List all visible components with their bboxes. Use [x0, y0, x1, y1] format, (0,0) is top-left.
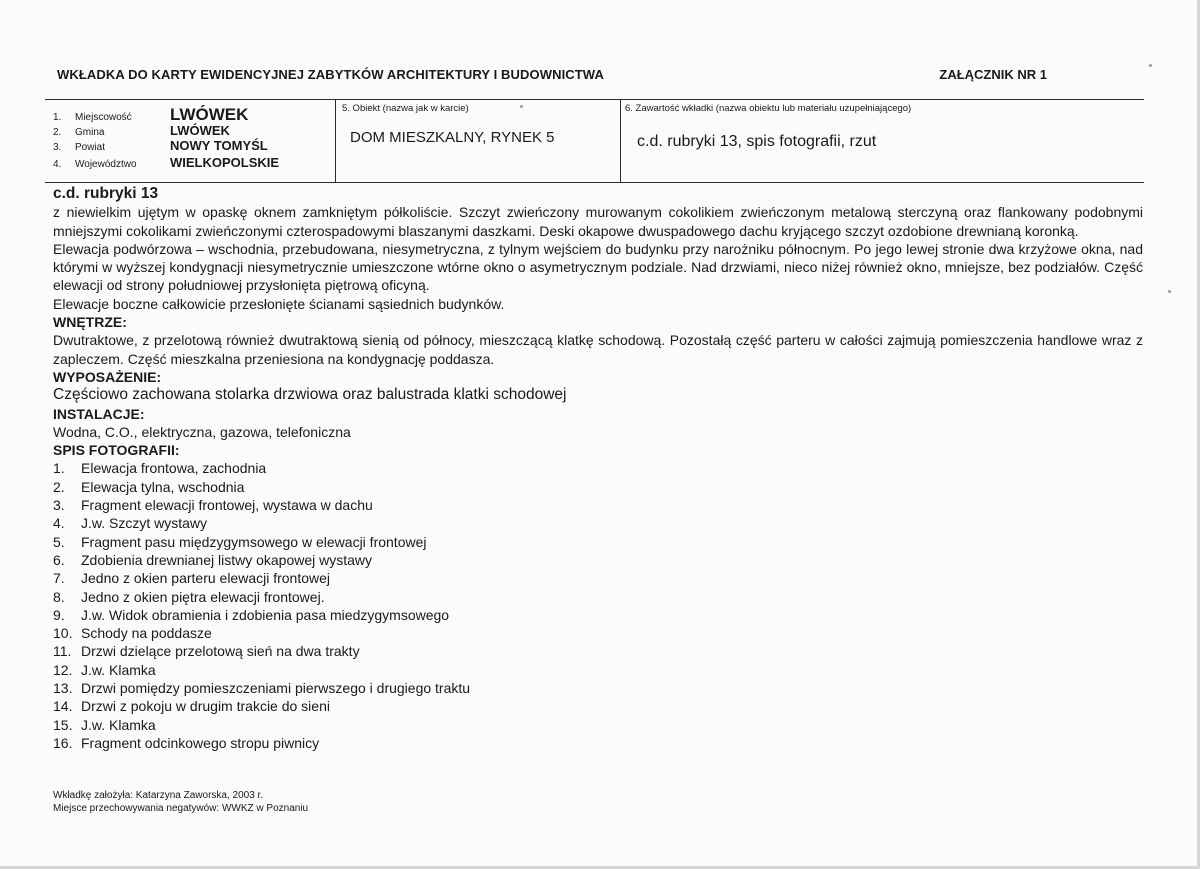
item-text: J.w. Szczyt wystawy [81, 515, 208, 532]
item-text: Schody na poddasze [81, 625, 212, 642]
contents-heading: 6. Zawartość wkładki (nazwa obiektu lub materiału uzupełniającego) [625, 103, 912, 114]
location-row-voivodeship [53, 155, 279, 170]
row-label: Gmina [75, 127, 105, 138]
item-number: 4. [53, 515, 65, 532]
scan-speck [1168, 290, 1171, 293]
item-text: Drzwi pomiędzy pomieszczeniami pierwszego i drugiego traktu [81, 680, 471, 697]
equipment-text: Częściowo zachowana stolarka drzwiowa oraz balustrada klatki schodowej [53, 386, 567, 404]
column-divider [620, 100, 621, 182]
info-table [45, 99, 1144, 183]
header [57, 67, 1047, 87]
interior-text: Dwutraktowe, z przelotową również dwutraktową sienią od północy, mieszczącą klatkę schodową. Pozostałą część parteru w całości zajmują pomieszczenia handlowe wraz z zapleczem. Część mieszkalna przeniesiona na kondygnację poddasza. [53, 332, 1143, 367]
item-number: 7. [53, 570, 65, 587]
row-label: Województwo [75, 159, 137, 170]
row-label: Miejscowość [75, 112, 132, 123]
paragraph-front-gable: z niewielkim ujętym w opaskę oknem zamkniętym półkoliście. Szczyt zwieńczony murowanym cokolikiem zwieńczonym metalową sterczyną oraz flankowany podobnymi mniejszymi cokolikami zwieńczonymi czterospadowymi blaszanymi daszkami. Deski okapowe dwuspadowego dachu kryjącego szczyt ozdobione drewnianą koronką. [53, 204, 1143, 239]
list-item [53, 642, 1143, 660]
list-item [53, 606, 1143, 624]
list-item [53, 569, 1143, 587]
list-item [53, 459, 1143, 477]
row-number: 3. [53, 142, 62, 153]
item-text: Fragment pasu międzygymsowego w elewacji frontowej [81, 533, 427, 550]
location-row-county [53, 138, 268, 153]
item-number: 11. [53, 643, 72, 660]
installations-heading: INSTALACJE: [53, 405, 145, 422]
item-text: Fragment odcinkowego stropu piwnicy [81, 734, 320, 751]
row-value: WIELKOPOLSKIE [170, 155, 280, 170]
item-text: J.w. Klamka [81, 716, 156, 733]
row-number: 4. [53, 159, 62, 170]
item-number: 13. [53, 680, 73, 697]
item-number: 12. [53, 661, 73, 678]
list-item [53, 551, 1143, 569]
storage-note: Miejsce przechowywania negatywów: WWKZ w Poznaniu [53, 803, 309, 814]
list-item [53, 661, 1143, 679]
item-text: Elewacja frontowa, zachodnia [81, 460, 267, 477]
list-item [53, 624, 1143, 642]
item-text: Jedno z okien piętra elewacji frontowej. [81, 588, 325, 605]
list-item [53, 478, 1143, 496]
item-number: 8. [53, 588, 65, 605]
item-text: Zdobienia drewnianej listwy okapowej wystawy [81, 551, 373, 568]
equipment-heading: WYPOSAŻENIE: [53, 368, 162, 385]
column-divider [335, 100, 336, 182]
footer [53, 789, 308, 815]
item-number: 10. [53, 625, 73, 642]
scan-speck [520, 105, 523, 108]
installations-text: Wodna, C.O., elektryczna, gazowa, telefoniczna [53, 423, 351, 440]
paragraph-rear-elevation: Elewacja podwórzowa – wschodnia, przebudowana, niesymetryczna, z tylnym wejściem do budynku przy narożniku północnym. Po jego lewej stronie dwa krzyżowe okna, nad którymi w wyższej kondygnacji niesymetrycznie umieszczone wtórne okno o asymetrycznym podziale. Nad drzwiami, nieco niżej również okno, mniejsze, bez podziałów. Część elewacji od strony południowej przysłonięta piętrową oficyną. [53, 240, 1143, 294]
photos-heading: SPIS FOTOGRAFII: [53, 442, 180, 459]
attachment-label: ZAŁĄCZNIK NR 1 [939, 67, 1047, 82]
location-row-town [53, 105, 248, 125]
item-number: 1. [53, 460, 65, 477]
section-title: c.d. rubryki 13 [53, 185, 159, 202]
contents-value: c.d. rubryki 13, spis fotografii, rzut [637, 133, 877, 150]
list-item [53, 514, 1143, 532]
row-value: LWÓWEK [170, 105, 249, 124]
item-text: Drzwi z pokoju w drugim trakcie do sieni [81, 698, 330, 715]
list-item [53, 533, 1143, 551]
item-number: 15. [53, 716, 73, 733]
item-number: 6. [53, 551, 65, 568]
paragraph-side-elevations: Elewacje boczne całkowicie przesłonięte ścianami sąsiednich budynków. [53, 295, 505, 312]
row-value: NOWY TOMYŚL [170, 138, 268, 153]
item-number: 3. [53, 497, 65, 514]
item-text: Drzwi dzielące przelotową sień na dwa trakty [81, 643, 360, 660]
interior-heading: WNĘTRZE: [53, 314, 127, 331]
object-heading: 5. Obiekt (nazwa jak w karcie) [342, 103, 469, 114]
list-item [53, 716, 1143, 734]
document-body [53, 185, 1143, 752]
row-number: 1. [53, 112, 62, 123]
location-row-commune [53, 123, 230, 138]
item-text: Fragment elewacji frontowej, wystawa w dachu [81, 497, 373, 514]
list-item [53, 679, 1143, 697]
row-number: 2. [53, 127, 62, 138]
item-text: J.w. Klamka [81, 661, 156, 678]
item-number: 5. [53, 533, 65, 550]
object-value: DOM MIESZKALNY, RYNEK 5 [350, 129, 555, 146]
photo-list [53, 459, 1143, 752]
item-number: 9. [53, 606, 65, 623]
document-title: WKŁADKA DO KARTY EWIDENCYJNEJ ZABYTKÓW ARCHITEKTURY I BUDOWNICTWA [57, 67, 604, 82]
item-text: Elewacja tylna, wschodnia [81, 478, 245, 495]
list-item [53, 734, 1143, 752]
row-label: Powiat [75, 142, 106, 153]
item-number: 16. [53, 734, 73, 751]
list-item [53, 697, 1143, 715]
list-item [53, 496, 1143, 514]
list-item [53, 588, 1143, 606]
scan-speck [1149, 64, 1152, 67]
item-text: Jedno z okien parteru elewacji frontowej [81, 570, 331, 587]
item-text: J.w. Widok obramienia i zdobienia pasa miedzygymsowego [81, 606, 450, 623]
row-value: LWÓWEK [170, 123, 230, 138]
item-number: 2. [53, 478, 65, 495]
item-number: 14. [53, 698, 73, 715]
author-note: Wkładkę założyła: Katarzyna Zaworska, 2003 r. [53, 790, 264, 801]
